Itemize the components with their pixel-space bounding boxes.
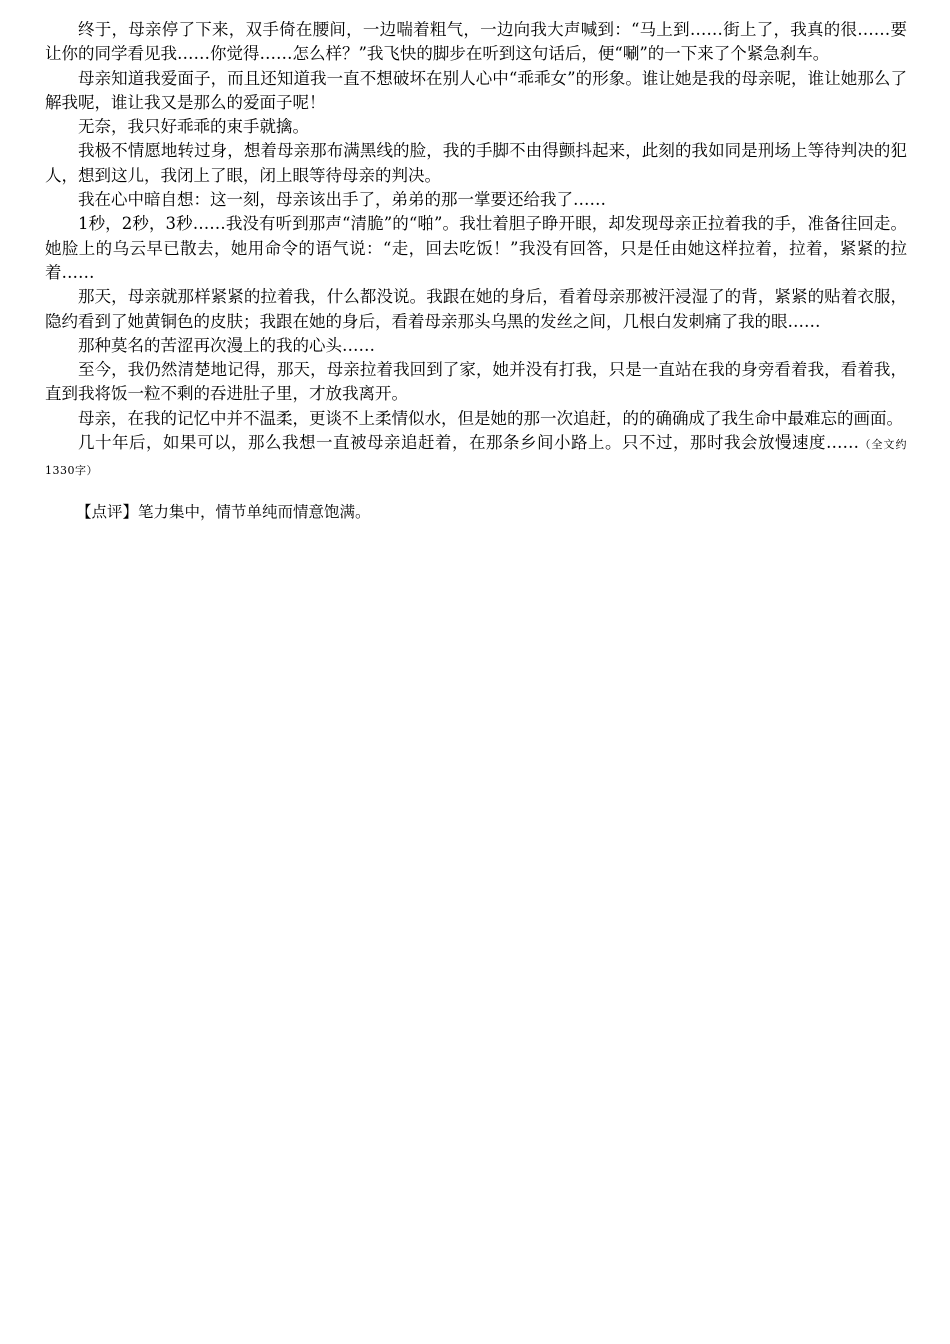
paragraph: 我在心中暗自想：这一刻，母亲该出手了，弟弟的那一掌要还给我了…… — [78, 190, 606, 210]
paragraph: 那种莫名的苦涩再次漫上的我的心头…… — [78, 335, 375, 355]
paragraph: 母亲，在我的记忆中并不温柔，更谈不上柔情似水，但是她的那一次追赶，的的确确成了我生命中最难忘的画面。 — [78, 408, 903, 428]
paragraph: 母亲知道我爱面子，而且还知道我一直不想破坏在别人心中“乖乖女”的形象。谁让她是我的母亲呢，谁让她那么了解我呢，谁让我又是那么的爱面子呢！ — [45, 68, 907, 112]
paragraph: 1秒，2秒，3秒……我没有听到那声“清脆”的“啪”。我壮着胆子睁开眼，却发现母亲正拉着我的手，准备往回走。她脸上的乌云早已散去，她用命令的语气说：“走，回去吃饭！”我没有回答，只是任由她这样拉着，拉着，紧紧的拉着…… — [45, 214, 907, 282]
article-body — [45, 18, 907, 484]
last-paragraph-text: 几十年后，如果可以，那么我想一直被母亲追赶着，在那条乡间小路上。只不过，那时我会放慢速度…… — [78, 433, 859, 453]
comment: 【点评】笔力集中，情节单纯而情意饱满。 — [76, 502, 371, 521]
paragraph: 终于，母亲停了下来，双手倚在腰间，一边喘着粗气，一边向我大声喊到：“马上到……街上了，我真的很……要让你的同学看见我……你觉得……怎么样？”我飞快的脚步在听到这句话后，便“唰”的一下来了个紧急刹车。 — [45, 20, 907, 64]
word-count-note: （全文约1330字） — [45, 438, 907, 478]
document-page — [45, 18, 907, 524]
paragraph: 无奈，我只好乖乖的束手就擒。 — [78, 117, 309, 137]
last-paragraph — [45, 431, 907, 484]
paragraph: 至今，我仍然清楚地记得，那天，母亲拉着我回到了家，她并没有打我，只是一直站在我的身旁看着我，看着我，直到我将饭一粒不剩的吞进肚子里，才放我离开。 — [45, 360, 907, 404]
paragraph: 我极不情愿地转过身，想着母亲那布满黑线的脸，我的手脚不由得颤抖起来，此刻的我如同是刑场上等待判决的犯人，想到这儿，我闭上了眼，闭上眼等待母亲的判决。 — [45, 141, 907, 185]
paragraph: 那天，母亲就那样紧紧的拉着我，什么都没说。我跟在她的身后，看着母亲那被汗浸湿了的背，紧紧的贴着衣服，隐约看到了她黄铜色的皮肤；我跟在她的身后，看着母亲那头乌黑的发丝之间，几根白发刺痛了我的眼…… — [45, 287, 907, 331]
